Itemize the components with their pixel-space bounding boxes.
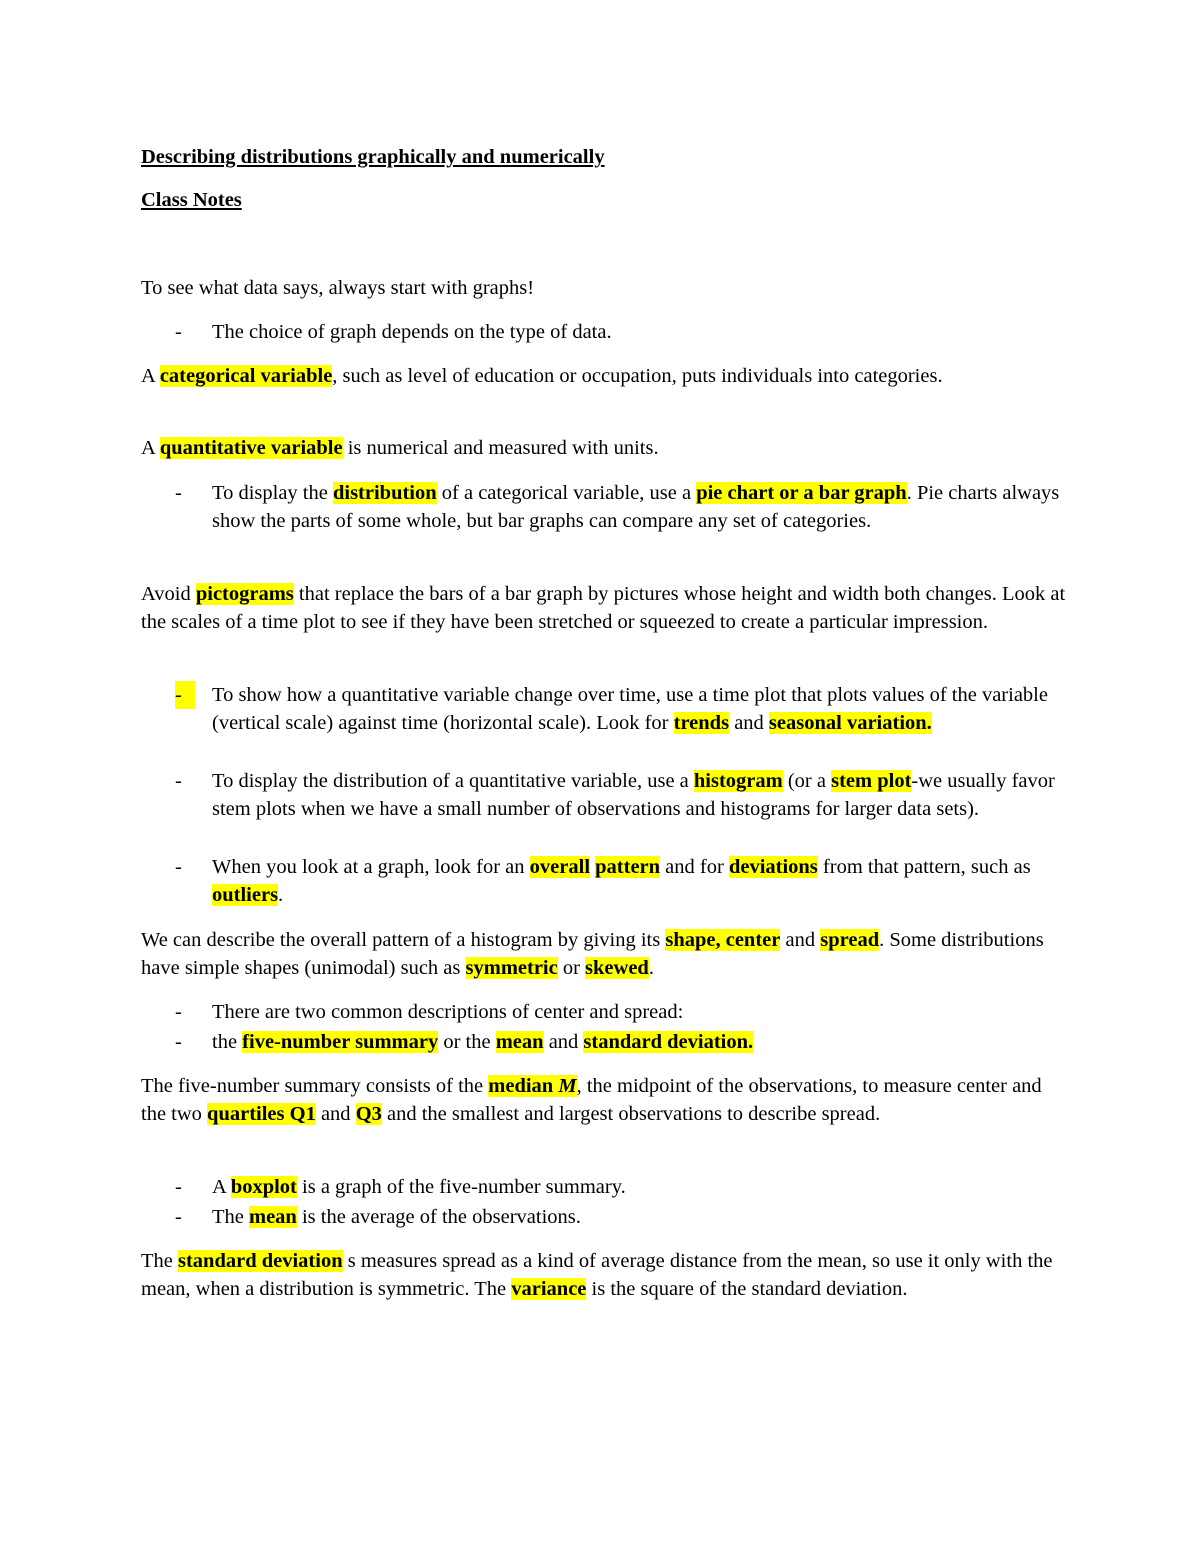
bullet-dash: -	[175, 1031, 182, 1053]
term-trends: trends	[673, 712, 730, 734]
bullet-dash: -	[175, 770, 182, 792]
overall-pattern-paragraph: We can describe the overall pattern of a histogram by giving its shape, center and spread. Some distributions have simple shapes (unimodal) such as symmetric or skewed.	[141, 929, 1044, 979]
list-item-text: A boxplot is a graph of the five-number summary.	[212, 1176, 626, 1198]
list-item-text: The mean is the average of the observations.	[212, 1206, 581, 1228]
term-variance: variance	[511, 1278, 587, 1300]
pictograms-paragraph: Avoid pictograms that replace the bars of a bar graph by pictures whose height and width both changes. Look at the scales of a time plot to see if they have been stretched or squeezed to create a particular impression.	[141, 583, 1066, 633]
quantitative-paragraph: A quantitative variable is numerical and measured with units.	[141, 437, 659, 459]
term-quartiles-q1: quartiles Q1	[207, 1103, 316, 1125]
term-seasonal-variation: seasonal variation.	[768, 712, 932, 734]
term-overall: overall	[529, 856, 591, 878]
term-mean: mean	[495, 1031, 544, 1053]
term-stem-plot: stem plot	[831, 770, 912, 792]
list-item-text: the five-number summary or the mean and standard deviation.	[212, 1031, 754, 1053]
term-spread: spread	[820, 929, 880, 951]
term-histogram: histogram	[693, 770, 783, 792]
term-standard-deviation: standard deviation.	[583, 1031, 754, 1053]
term-distribution: distribution	[332, 482, 437, 504]
term-standard-deviation: standard deviation	[178, 1250, 343, 1272]
categorical-paragraph: A categorical variable, such as level of education or occupation, puts individuals into categories.	[141, 365, 943, 387]
term-skewed: skewed	[585, 957, 649, 979]
list-item-text: The choice of graph depends on the type of data.	[212, 321, 612, 343]
term-pie-chart-bar-graph: pie chart or a bar graph	[696, 482, 907, 504]
bullet-dash: -	[175, 1206, 182, 1228]
bullet-dash: -	[175, 1001, 182, 1023]
list-item-text: To show how a quantitative variable change over time, use a time plot that plots values of the variable (vertical scale) against time (horizontal scale). Look for trends and seasonal variation.	[212, 684, 1048, 734]
bullet-dash: -	[175, 1176, 182, 1198]
list-item-text: To display the distribution of a categorical variable, use a pie chart or a bar graph. Pie charts always show the parts of some whole, but bar graphs can compare any set of categories.	[212, 482, 1060, 532]
term-boxplot: boxplot	[230, 1176, 297, 1198]
term-quantitative-variable: quantitative variable	[159, 437, 343, 459]
document-title: Describing distributions graphically and numerically	[141, 146, 605, 168]
term-five-number-summary: five-number summary	[242, 1031, 439, 1053]
term-median-symbol: M	[558, 1075, 577, 1097]
term-shape-center: shape, center	[665, 929, 781, 951]
term-symmetric: symmetric	[465, 957, 558, 979]
term-median: median	[488, 1075, 559, 1097]
standard-deviation-paragraph: The standard deviation s measures spread as a kind of average distance from the mean, so use it only with the mean, when a distribution is symmetric. The variance is the square of the standard deviation.	[141, 1250, 1053, 1300]
bullet-dash: -	[175, 482, 182, 504]
five-number-paragraph: The five-number summary consists of the median M, the midpoint of the observations, to measure center and the two quartiles Q1 and Q3 and the smallest and largest observations to describe spread.	[141, 1075, 1042, 1125]
list-item-text: When you look at a graph, look for an overall pattern and for deviations from that pattern, such as outliers.	[212, 856, 1031, 906]
term-pattern: pattern	[595, 856, 661, 878]
term-categorical-variable: categorical variable	[159, 365, 333, 387]
list-item-text: There are two common descriptions of center and spread:	[212, 1001, 684, 1023]
intro-paragraph: To see what data says, always start with graphs!	[141, 277, 535, 299]
bullet-dash: -	[175, 321, 182, 343]
term-q3: Q3	[355, 1103, 382, 1125]
term-mean: mean	[249, 1206, 297, 1228]
list-item-text: To display the distribution of a quantitative variable, use a histogram (or a stem plot-we usually favor stem plots when we have a small number of observations and histograms for larger data sets).	[212, 770, 1055, 820]
term-deviations: deviations	[728, 856, 818, 878]
term-pictograms: pictograms	[195, 583, 294, 605]
bullet-dash: -	[175, 681, 195, 709]
bullet-dash: -	[175, 856, 182, 878]
document-subtitle: Class Notes	[141, 189, 242, 211]
term-outliers: outliers	[212, 884, 279, 906]
